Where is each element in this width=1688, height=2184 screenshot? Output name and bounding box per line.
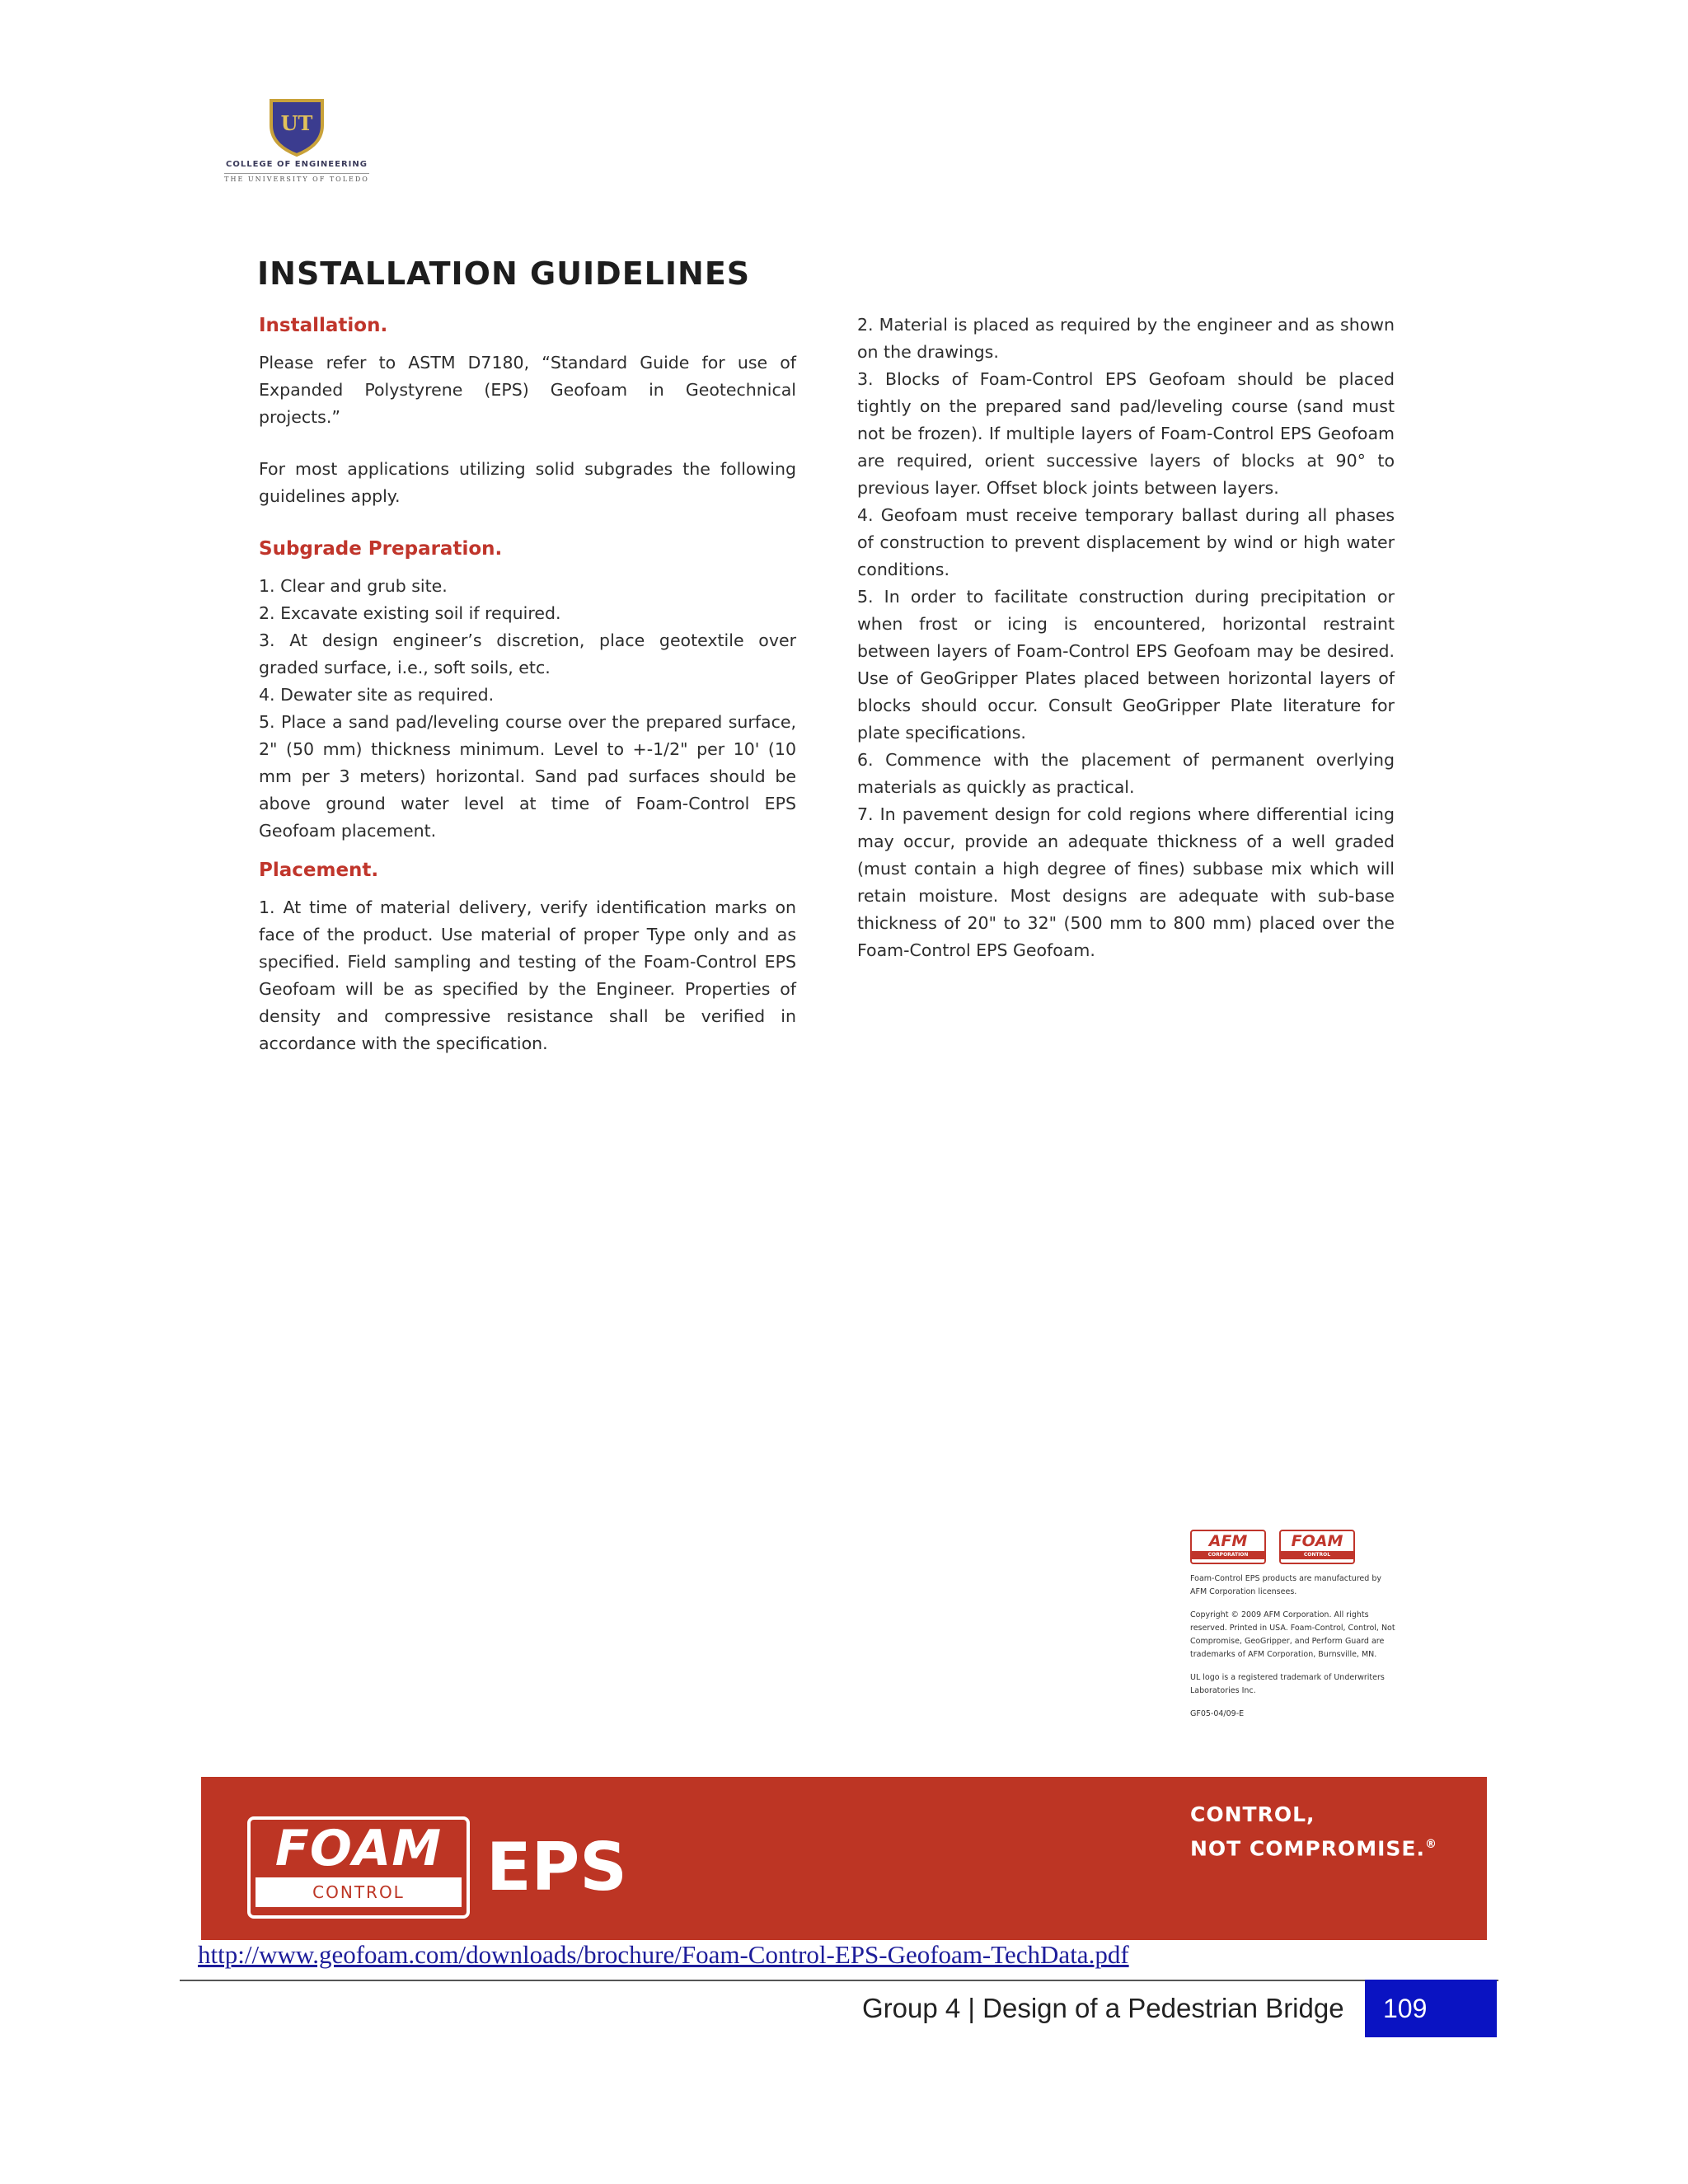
shield-icon bbox=[268, 97, 326, 157]
installation-paragraph-1: Please refer to ASTM D7180, “Standard Guide for use of Expanded Polystyrene (EPS) Geofoam in Geotechnical projects.” bbox=[259, 353, 796, 427]
placement-item: 3. Blocks of Foam-Control EPS Geofoam should be placed tightly on the prepared sand pad/leveling course (sand must not be frozen). If multiple layers of Foam-Control EPS Geofoam are required, orient successive layers of blocks at 90° to previous layer. Offset block joints between layers. bbox=[857, 369, 1395, 498]
eps-label: EPS bbox=[486, 1829, 627, 1905]
subgrade-item: 3. At design engineer’s discretion, place geotextile over graded surface, i.e., soft soils, etc. bbox=[259, 630, 796, 677]
afm-copyright: Copyright © 2009 AFM Corporation. All rights reserved. Printed in USA. Foam-Control, Control, Not Compromise, GeoGripper, and Perform Guard are trademarks of AFM Corporation, Burnsville, MN. bbox=[1190, 1610, 1395, 1659]
slogan: CONTROL, NOT COMPROMISE.® bbox=[1190, 1802, 1437, 1861]
brand-banner bbox=[201, 1777, 1487, 1940]
afm-logo: AFM CORPORATION bbox=[1190, 1530, 1266, 1564]
foam-control-logo: FOAM CONTROL bbox=[247, 1816, 470, 1919]
afm-manufacturer-note: Foam-Control EPS products are manufactured by AFM Corporation licensees. bbox=[1190, 1574, 1381, 1596]
subgrade-item: 2. Excavate existing soil if required. bbox=[259, 603, 561, 623]
placement-item: 4. Geofoam must receive temporary ballast during all phases of construction to prevent displacement by wind or high water conditions. bbox=[857, 505, 1395, 579]
afm-doc-code: GF05-04/09-E bbox=[1190, 1709, 1245, 1718]
subgrade-item: 1. Clear and grub site. bbox=[259, 576, 448, 596]
footer-title: Group 4 | Design of a Pedestrian Bridge bbox=[862, 1993, 1344, 2023]
subgrade-item: 5. Place a sand pad/leveling course over the prepared surface, 2" (50 mm) thickness minimum. Level to +-1/2" per 10' (10 mm per 3 meters) horizontal. Sand pad surfaces should be above ground water level at time of Foam-Control EPS Geofoam placement. bbox=[259, 712, 796, 841]
subgrade-heading: Subgrade Preparation. bbox=[259, 538, 503, 560]
installation-heading: Installation. bbox=[259, 315, 388, 336]
college-name: COLLEGE OF ENGINEERING bbox=[226, 160, 368, 169]
foam-control-small-logo: FOAM CONTROL bbox=[1279, 1530, 1355, 1564]
university-logo bbox=[198, 97, 396, 196]
placement-item: 6. Commence with the placement of permanent overlying materials as quickly as practical. bbox=[857, 750, 1395, 797]
placement-item: 7. In pavement design for cold regions where differential icing may occur, provide an adequate thickness of a well graded (must contain a high degree of fines) subbase mix which will retain moisture. Most designs are adequate with sub-base thickness of 20" to 32" (500 mm to 800 mm) placed over the Foam-Control EPS Geofoam. bbox=[857, 804, 1395, 960]
university-name: THE UNIVERSITY OF TOLEDO bbox=[224, 173, 369, 183]
logo-letters: UT bbox=[280, 111, 313, 135]
right-column bbox=[857, 312, 1395, 964]
page-number: 109 bbox=[1365, 1980, 1497, 2037]
placement-item: 1. At time of material delivery, verify identification marks on face of the product. Use material of proper Type only and as specified. Field sampling and testing of the Foam-Control EPS Geofoam will be as specified by the Engineer. Properties of density and compressive resistance shall be verified in accordance with the specification. bbox=[259, 898, 796, 1053]
placement-heading: Placement. bbox=[259, 860, 379, 881]
placement-item: 5. In order to facilitate construction during precipitation or when frost or icing is encountered, horizontal restraint between layers of Foam-Control EPS Geofoam may be desired. Use of GeoGripper Plates placed between horizontal layers of blocks should occur. Consult GeoGripper Plate literature for plate specifications. bbox=[857, 587, 1395, 743]
placement-item: 2. Material is placed as required by the engineer and as shown on the drawings. bbox=[857, 315, 1395, 362]
afm-legal-block bbox=[1190, 1530, 1396, 1731]
subgrade-item: 4. Dewater site as required. bbox=[259, 685, 495, 705]
page-title: INSTALLATION GUIDELINES bbox=[257, 255, 751, 292]
left-column bbox=[259, 312, 796, 1057]
source-url-link[interactable]: http://www.geofoam.com/downloads/brochure/Foam-Control-EPS-Geofoam-TechData.pdf bbox=[198, 1940, 1129, 1969]
footer-divider bbox=[180, 1980, 1498, 1981]
installation-paragraph-2: For most applications utilizing solid subgrades the following guidelines apply. bbox=[259, 459, 796, 506]
afm-ul-note: UL logo is a registered trademark of Underwriters Laboratories Inc. bbox=[1190, 1673, 1385, 1695]
